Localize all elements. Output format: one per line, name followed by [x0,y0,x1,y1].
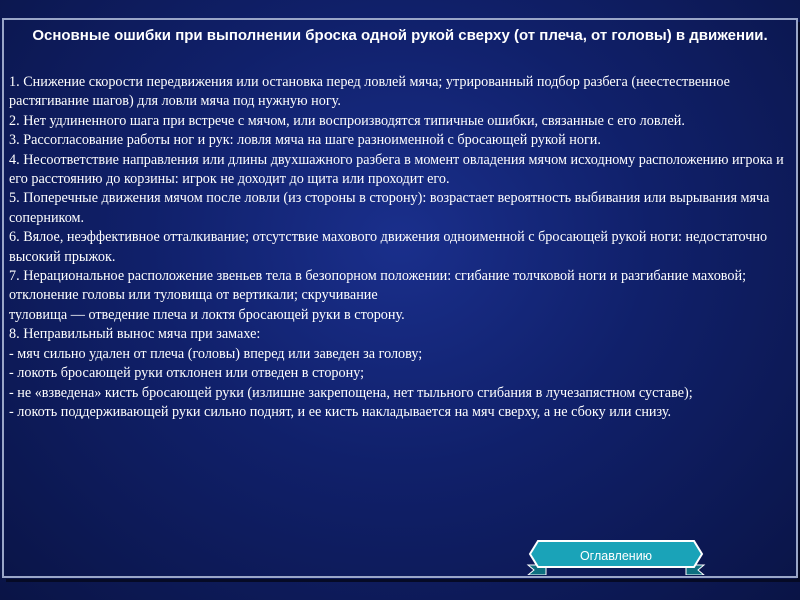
paragraph-7: 7. Нерациональное расположение звеньев тела в безопорном положении: сгибание толчковой ноги и разгибание маховой; отклонение головы или туловища от вертикали; скручивание [9,268,747,304]
paragraph-7-continued: туловища — отведение плеча и локтя бросающей руки в сторону. [9,306,405,323]
paragraph-2: 2. Нет удлиненного шага при встрече с мячом, или воспроизводятся типичные ошибки, связанные с его ловлей. [9,112,685,129]
slide-content [9,73,784,422]
paragraph-5: 5. Поперечные движения мячом после ловли (из стороны в сторону): возрастает вероятность выбивания или вырывания мяча соперником. [9,190,770,226]
paragraph-4: 4. Несоответствие направления или длины двухшажного разбега в момент овладения мячом исходному расположению игрока и его расстоянию до корзины: игрок не доходит до щита или проходит его. [9,151,784,188]
slide-title: Основные ошибки при выполнении броска одной рукой сверху (от плеча, от головы) в движении. [32,27,768,44]
paragraph-8-item-4: - локоть поддерживающей руки сильно поднят, и ее кисть накладывается на мяч сверху, а не сбоку или снизу. [9,403,672,420]
paragraph-3: 3. Рассогласование работы ног и рук: ловля мяча на шаге разноименной с бросающей рукой ноги. [9,132,601,149]
paragraph-1: 1. Снижение скорости передвижения или остановка перед ловлей мяча; утрированный подбор разбега (неестественное растягивание шагов) для ловли мяча под нужную ногу. [9,74,730,110]
paragraph-8-item-2: - локоть бросающей руки отклонен или отведен в сторону; [9,365,365,382]
paragraph-8: 8. Неправильный вынос мяча при замахе: [9,326,261,343]
paragraph-8-item-1: - мяч сильно удален от плеча (головы) вперед или заведен за голову; [9,345,423,362]
paragraph-6: 6. Вялое, неэффективное отталкивание; отсутствие махового движения одноименной с бросающей рукой ноги: недостаточно высокий прыжок. [9,229,768,265]
paragraph-8-item-3: - не «взведена» кисть бросающей руки (излишне закрепощена, нет тыльного сгибания в лучезапястном суставе); [9,384,693,401]
toc-button[interactable] [526,539,706,575]
toc-button-label: Оглавлению [579,549,653,563]
